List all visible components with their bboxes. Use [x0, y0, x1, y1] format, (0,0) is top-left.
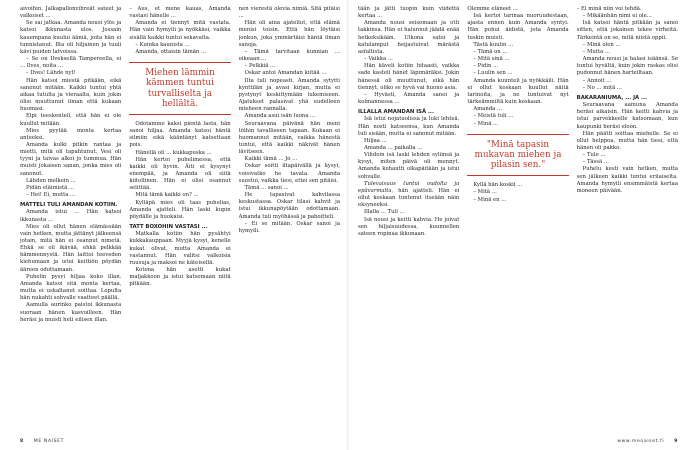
paragraph: Seuraavana päivänä hän meni töihin tavalliseen tapaan. Kukaan ei huomannut mitään, vaikka hänestä tuntui, että kaikki näkivät hänen lävitseen.: [238, 120, 340, 156]
paragraph: Hänellä oli ... kukkapuska ...: [135, 149, 212, 156]
paragraph: Amanda kulki pitkin rantaa ja mietti, mitä oli tapahtunut. Vesi oli tyyni ja taivas alkoi jo tummua. Hän muisti jokaisen sanan, jonka mies oli sanonut.: [20, 141, 122, 177]
paragraph: aivoihin. Jalkapallonvihreät sateet ja valkoiset ...: [20, 6, 122, 20]
paragraph: – Hyvästi, Amanda sanoi ja kolmannessa ...: [358, 91, 460, 106]
paragraph: Elpi teeskenteli, että hän ei ole kuullut mitään.: [20, 113, 122, 127]
paragraph: Amanda ... paikalla ...: [364, 144, 423, 151]
right-page-footer: [617, 439, 678, 444]
paragraph: – Mutta ...: [582, 48, 610, 55]
paragraph: Mies pyytää monta kertaa anteeksi.: [20, 127, 122, 141]
page-number: 9: [674, 439, 678, 444]
paragraph: Kotona hän asetti kukat maljakkoon ja istui katsomaan niitä pitkään.: [129, 267, 231, 288]
paragraph: Kylläpä mies oli taas puhelias, Amanda ajatteli. Hän laski kupin pöydälle ja huokaisi.: [129, 199, 231, 220]
paragraph: Amanda istui ... Hän katsoi ikkunasta ...: [20, 209, 122, 223]
paragraph: Amanda, ottaisin tämän ...: [135, 48, 207, 55]
paragraph: – Mikäänhän nimi ei ole...: [582, 13, 652, 20]
paragraph: Mies oli ollut hänen elämässään vain hetken, mutta jättänyt jälkeensä jotain, mitä hän ei osannut nimetä. Ehkä se oli ikävää, ehkä pelkkää hämmennystä. Hän laittoi teeveden kiehumaan ja istui keittiön pöydän ääreen odottamaan.: [20, 223, 122, 273]
paragraph: Isä istui nojatuolissa ja luki lehteä. Hän nosti katseensa, kun Amanda tuli sisään, mutta ei sanonut mitään.: [358, 116, 460, 137]
paragraph: – Hei! Ei, mutta ...: [26, 192, 76, 199]
paragraph: – Tämä tarvitaan kunnian ... oikeaan ...: [238, 48, 340, 63]
right-column-2: [467, 6, 568, 435]
publication-name: ME NAISET: [33, 439, 65, 444]
right-page: [348, 0, 696, 450]
paragraph: Hän käveli kotiin hitaasti, vaikka sade kasteli hänet läpimäräksi. Jokin hänessä oli muuttunut, eikä hän tiennyt, oliko se hyvä vai huono asia.: [358, 63, 460, 91]
paragraph: Isä kertoi tarinaa nuoruudestaan, ajasta ennen kuin Amanda syntyi. Hän puhui äidistä, jota Amanda tuskin muisti.: [467, 13, 569, 41]
paragraph: – Ilves! Lähde nyt!: [26, 70, 76, 77]
paragraph: Tämä ... sanoi ...: [244, 184, 289, 191]
paragraph: Amanda kuunteli ja nyökkäili. Hän ei ollut koskaan kuullut näitä tarinoita, ja ne tuntuivat nyt tärkeämmiltä kuin koskaan.: [467, 77, 569, 106]
paragraph: Illalla ... Tuli ...: [364, 209, 405, 216]
page-number: 8: [20, 439, 24, 444]
paragraph: – Tässä ...: [582, 159, 609, 166]
paragraph: Aamulla aurinko paistoi ikkunasta suoraan hänen kasvoilleen. Hän heräsi ja muisti heti eilisen illan.: [20, 302, 122, 323]
paragraph: Amanda ei tiennyt mitä vastata. Hän vain hymyili ja nyökkäsi, vaikka sisällä kaikki tuntui sekavalta.: [129, 20, 231, 41]
left-column-3: [239, 6, 340, 435]
paragraph: Amanda asui isän luona ...: [244, 113, 316, 120]
pull-quote: Miehen lämmin kämmen tuntui turvalliselta ja hellältä.: [129, 62, 230, 115]
paragraph: Mitä tämä kaikki on? ...: [135, 192, 199, 199]
section-lead: MATTELI TULI AMANDAN KOTIIN.: [20, 202, 118, 209]
paragraph: Isä katsoi häntä pitkään ja sanoi sitten, että jokainen tekee virheitä. Tärkeintä on se, mitä niistä oppii.: [576, 20, 678, 41]
paragraph: Isä nousi ja keitti kahvia. He joivat sen hiljaisuudessa, kuunnellen sateen ropinaa ikkunaan.: [358, 216, 460, 237]
left-page-footer: [20, 439, 64, 444]
paragraph: Ilta tuli nopeasti. Amanda sytytti kynttilän ja avasi kirjan, mutta ei pystynyt keskittymään lukemiseen. Ajatukset palasivat yhä uudelleen mieheen rannalla.: [238, 77, 340, 113]
paragraph: Amanda ...: [473, 106, 503, 113]
paragraph: – Tule ...: [582, 152, 606, 159]
paragraph: Puhelu kesti vain hetken, mutta sen jälkeen kaikki tuntui erilaiselta. Amanda hymyili ensimmäistä kertaa moneen päivään.: [576, 166, 678, 194]
paragraph: Olemme eläneet ...: [467, 6, 518, 12]
website-url: www.menaiset.fi: [617, 439, 665, 444]
paragraph: – Mitä sinä ...: [473, 56, 510, 63]
paragraph: – Pelkkiä ...: [244, 63, 276, 70]
paragraph: Amanda nousi seisomaan ja otti takkinsa. Hän ei halunnut jäädä enää hetkeksikään. Ulkona satoi ja katulamput heijastuivat märästä asfaltista.: [358, 20, 460, 55]
paragraph: Hiljaa ...: [364, 137, 387, 144]
paragraph: Tulevaisuus tuntui oudolta ja epävarmalta, hän ajatteli. Hän ei ollut koskaan tuntenut itseään näin eksyneeksi.: [358, 180, 460, 209]
paragraph: Hän katsoi miestä pitkään, eikä sanonut mitään. Kaikki tuntui yhtä aikaa tutulta ja vieraalta, kuin jokin olisi muuttunut ilman että kukaan huomasi.: [20, 77, 122, 113]
paragraph: Hän oli aina ajatellut, että elämä menisi toisin. Että hän löytäisi jonkun, joka ymmärtäisi häntä ilman sanoja.: [238, 20, 340, 48]
left-column-2: [129, 6, 230, 435]
left-page-columns: [20, 6, 340, 435]
right-page-columns: [358, 6, 678, 435]
section-lead: BAKARANIUMA, ... JA ...: [576, 94, 648, 101]
paragraph: – Minä en ...: [473, 196, 507, 203]
right-column-3: [577, 6, 678, 435]
paragraph: Tästä kuulin ...: [473, 41, 514, 48]
section-lead: ILLALLA AMANDAN ISÄ ...: [358, 109, 434, 116]
paragraph: He tapasivat kahvilassa keskustassa. Oskar tilasi kahvit ja istui ikkunapöytään odottamaan. Amanda tuli myöhässä ja pahoitteli.: [238, 192, 340, 220]
paragraph: Hän kertoi puhelimessa, että kaikki oli hyvin. Äiti ei kysynyt enempää, ja Amanda oli siitä kiitollinen. Hän ei olisi osannut selittää.: [129, 156, 231, 192]
paragraph: – Mitä ...: [473, 189, 497, 196]
paragraph: Seuraavana aamuna Amanda heräsi aikaisin. Hän keitti kahvia ja istui parvekkeelle katsomaan, kun kaupunki heräsi eloon.: [576, 102, 678, 130]
paragraph: – Luulin sen ...: [473, 70, 513, 77]
paragraph: Odotamme kaksi pientä lasta, hän sanoi hiljaa. Amanda katsoi häntä silmiin eikä kääntänyt katsettaan pois.: [129, 120, 231, 149]
paragraph: – Ei se mitään, Oskar sanoi ja hymyili.: [238, 220, 340, 234]
paragraph: – Annoit ...: [582, 77, 612, 84]
section-lead: TATT BOXOHIN VASTASI ...: [129, 224, 208, 231]
paragraph: Oskar soitti iltapäivällä ja kysyi, voisivatko he tavata. Amanda suostui, vaikka tiesi, ettei sen pitäisi.: [238, 163, 340, 184]
paragraph: Kaikki tämä ... Jo ...: [244, 156, 298, 163]
paragraph: – Aus, et mene kauas, Amanda vastasi hänelle ...: [129, 6, 231, 20]
paragraph: Hän päätti soittaa miehelle. Se ei ollut helppoa, mutta hän tiesi, että hänen oli pakko.: [576, 130, 678, 151]
paragraph: Puhelin pysyi hiljaa koko illan. Amanda katsoi sitä monta kertaa, mutta ei uskaltanut soittaa. Lopulta hän nukahti sohvalle vaatteet päällä.: [20, 273, 122, 302]
paragraph: – Se on Ilveksellä Tampereella, ei ... Ilves, noita ...: [20, 56, 122, 70]
paragraph: Lähden melkein ...: [26, 177, 76, 184]
paragraph: Vihdoin isä laski lehden syliinsä ja kysyi, miten päivä oli mennyt. Amanda kohautti olkapäitään ja istui sohvalle.: [358, 152, 460, 180]
paragraph: – Vaikka ...: [364, 56, 393, 63]
paragraph: tään ja jätti tuopin kuin viidettä kertaa ...: [358, 6, 460, 20]
paragraph: nen vierestä olevia nimiä. Sitä pitäisi ...: [238, 6, 340, 20]
paragraph: Oskar antoi Amandan kiitää ...: [244, 70, 327, 77]
paragraph: – Minä ...: [473, 120, 499, 127]
paragraph: – Meistä tuli ...: [473, 113, 514, 120]
paragraph: Se sai jatkaa. Amanda nousi ylös ja katsoi ikkunasta ulos. Jossain kauempana kuului ääniä, joita hän ei tunnistanut. Ilta oli hiljainen ja tuuli kävi puiden latvoissa.: [20, 20, 122, 55]
paragraph: Amanda nousi ja halasi isäänsä. Se tuntui hyvältä, kuin jokin raskas olisi pudonnut hänen harteiltaan.: [576, 56, 678, 77]
paragraph: – Kuinka kaunista ...: [135, 41, 190, 48]
paragraph: Kyllä hän koskii ...: [473, 182, 523, 189]
left-column-1: [20, 6, 121, 435]
paragraph: – No ... mitä ...: [582, 84, 622, 91]
pull-quote: "Minä tapasin mukavan miehen ja pilasin sen.": [467, 134, 568, 177]
paragraph: – Ei minä niin voi tehdä.: [576, 6, 642, 12]
right-column-1: [358, 6, 459, 435]
paragraph: Matkalla kotiin hän pysähtyi kukkakauppaan. Myyjä kysyi, kenelle kukat olivat, mutta Amanda ei vastannut. Hän valitsi valkoisia ruusuja ja maksoi ne käteisellä.: [129, 231, 231, 266]
paragraph: – Minä olen ...: [582, 41, 621, 48]
paragraph: – Tämä on ...: [473, 48, 508, 55]
paragraph: – Pidin ...: [473, 63, 499, 70]
paragraph: Pidän eläimistä ...: [26, 184, 75, 191]
